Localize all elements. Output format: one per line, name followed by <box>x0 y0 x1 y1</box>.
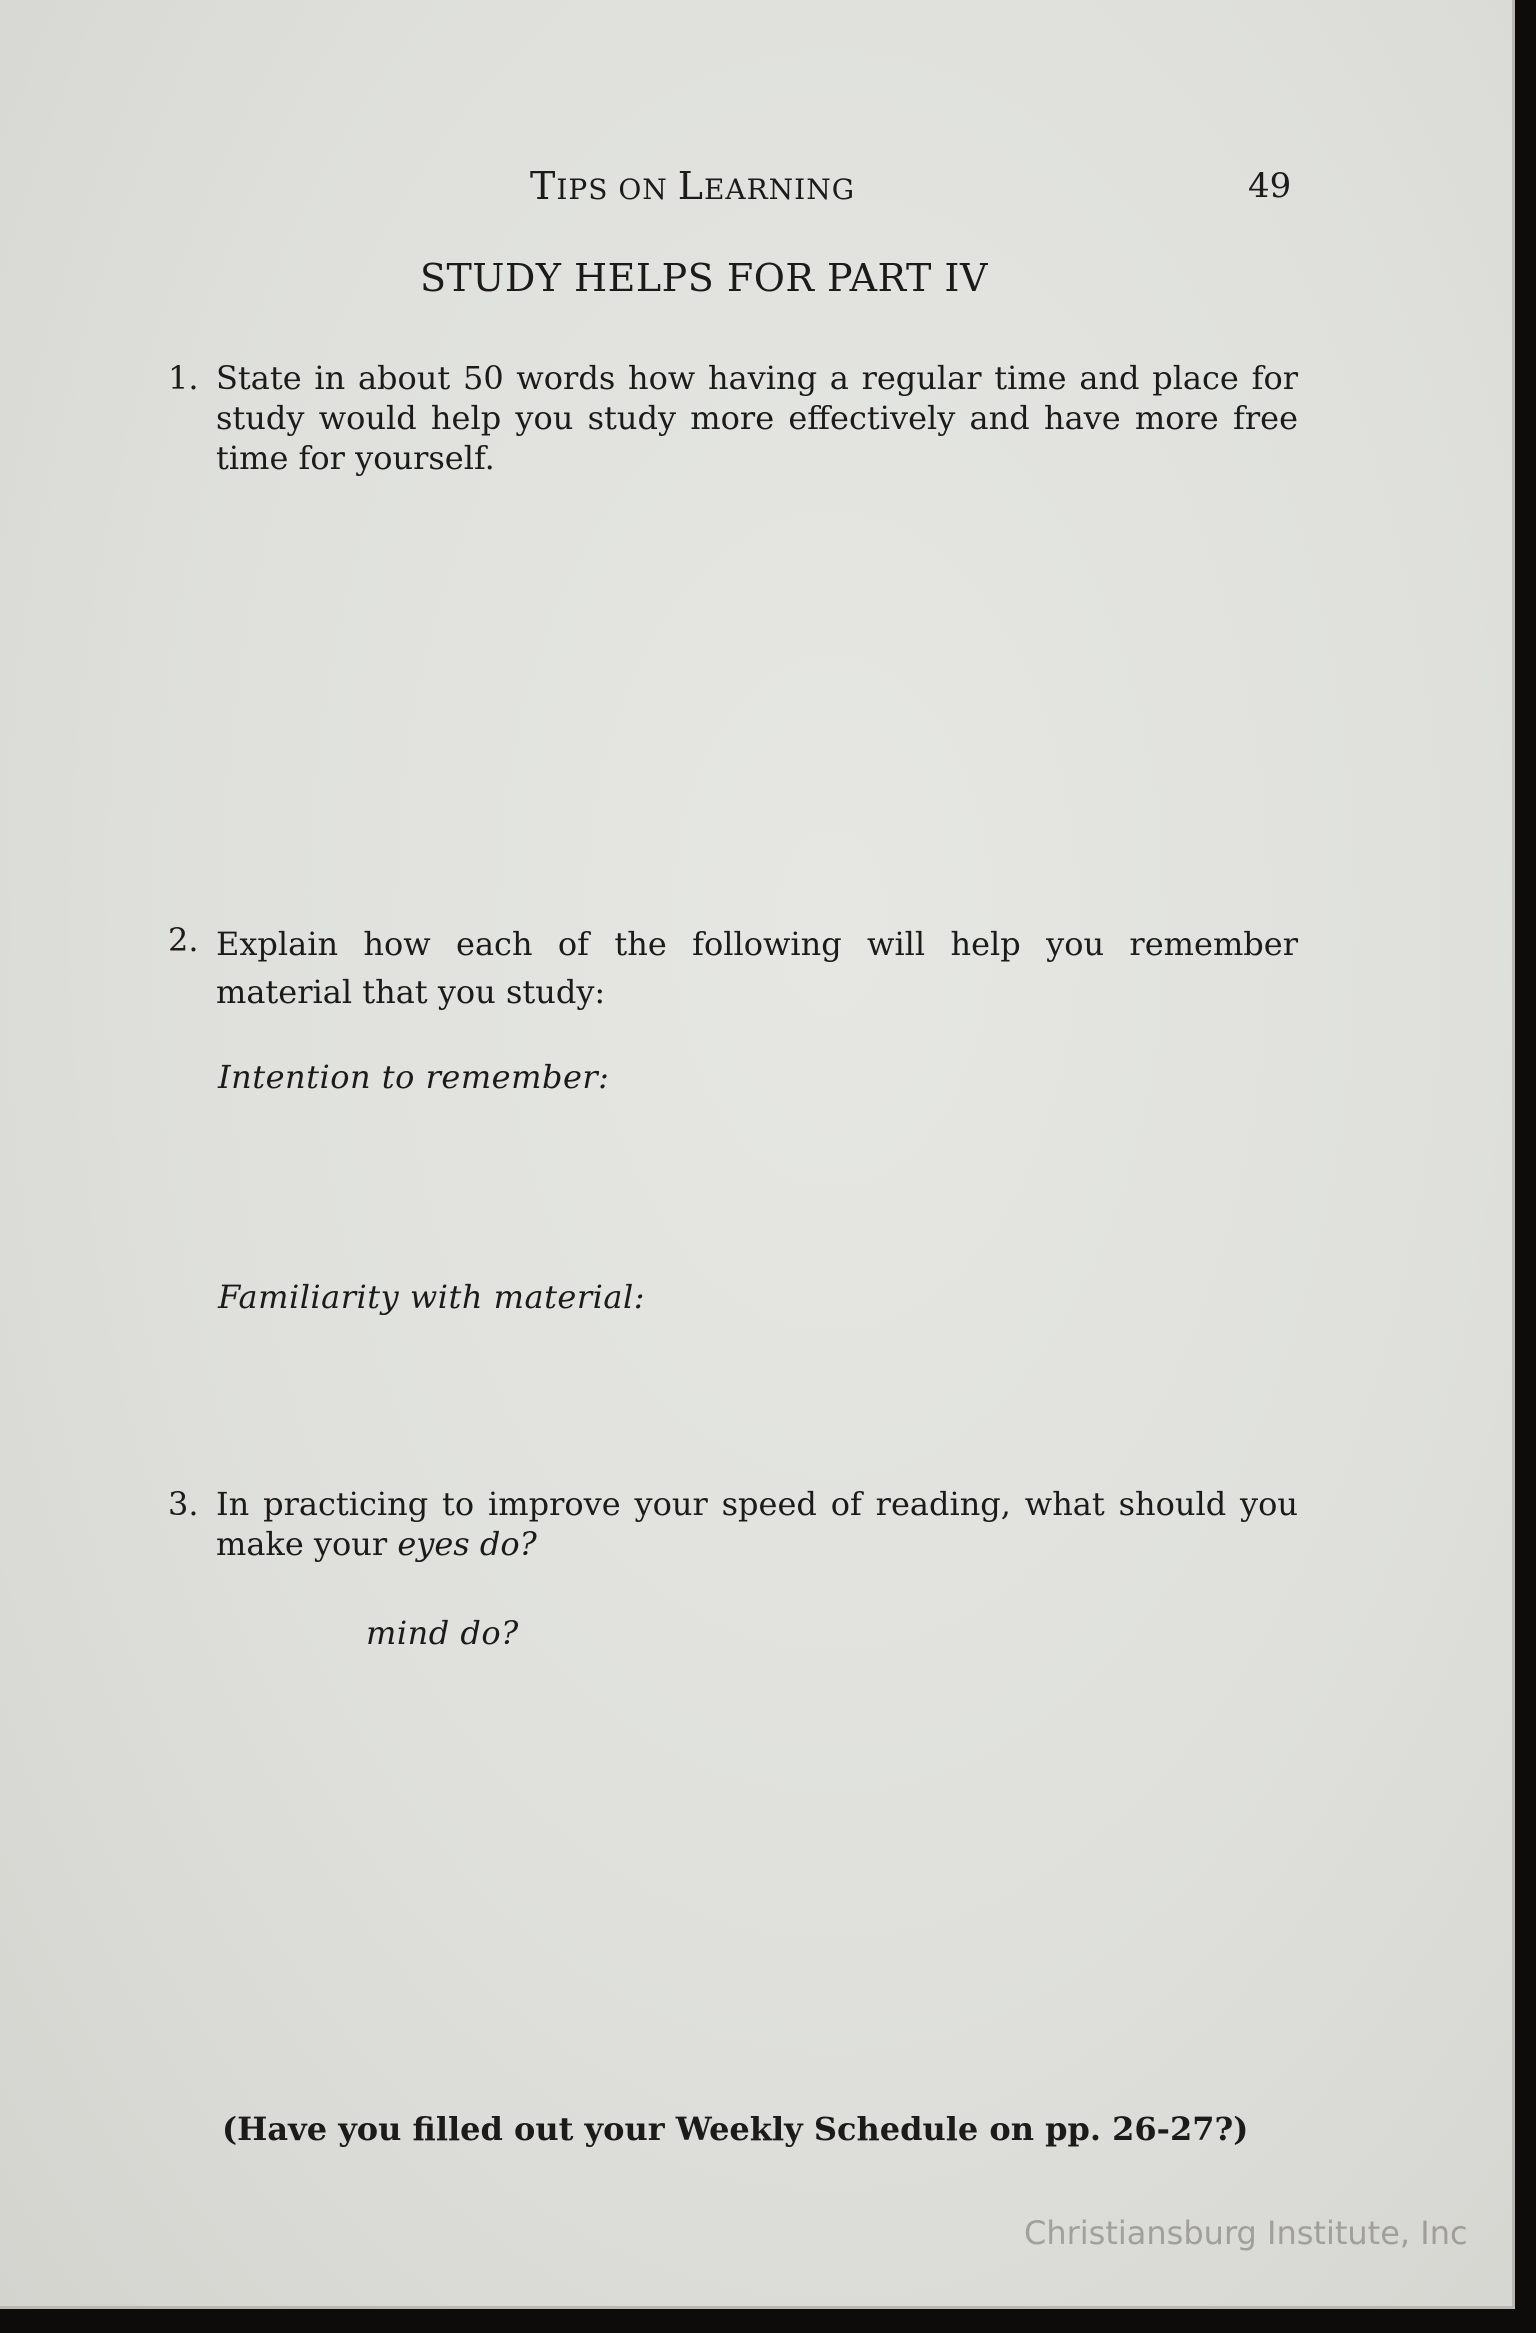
question-number: 2. <box>168 921 199 959</box>
prompt-intention-to-remember: Intention to remember: <box>218 1058 610 1096</box>
running-head-cap-t: T <box>530 164 557 208</box>
question-text-italic: eyes do? <box>397 1525 537 1563</box>
watermark: Christiansburg Institute, Inc <box>1024 2214 1468 2252</box>
question-number: 1. <box>168 359 199 397</box>
question-2 <box>168 920 1298 1016</box>
running-head-cap-l: L <box>677 164 704 208</box>
question-text <box>216 1484 1298 1564</box>
section-title: STUDY HELPS FOR PART IV <box>420 256 988 300</box>
running-head-smallcaps-1: IPS ON <box>556 173 678 206</box>
question-1 <box>168 358 1298 478</box>
question-text-plain: In practicing to improve your speed of reading, what should you make your <box>216 1485 1298 1563</box>
prompt-familiarity-with-material: Familiarity with material: <box>218 1278 645 1316</box>
question-text: Explain how each of the following will help you remember material that you study: <box>216 925 1298 1011</box>
page-number: 49 <box>1248 166 1292 206</box>
running-head <box>530 164 855 208</box>
question-text: State in about 50 words how having a regular time and place for study would help you study more effectively and have more free time for yourself. <box>216 359 1298 477</box>
running-head-smallcaps-2: EARNING <box>703 173 856 206</box>
question-number: 3. <box>168 1485 199 1523</box>
footer-note: (Have you filled out your Weekly Schedule on pp. 26-27?) <box>222 2110 1249 2148</box>
question-3 <box>168 1484 1298 1564</box>
prompt-mind-do: mind do? <box>366 1614 519 1652</box>
